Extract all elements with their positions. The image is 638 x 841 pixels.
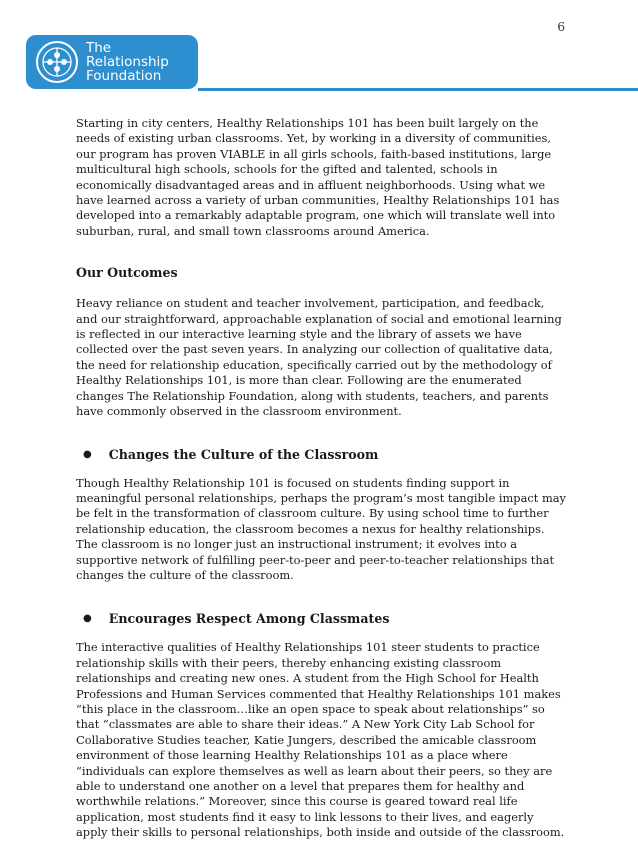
intro-paragraph: Starting in city centers, Healthy Relationships 101 has been built largely on the needs of existing urban classrooms. Yet, by working in a diversity of communities, our program has proven VIABLE in all girls schools, faith-based institutions, large multicultural high schools, schools for the gifted and talented, schools in economically disadvantaged areas and in affluent neighborhoods. Using what we have learned across a variety of urban communities, Healthy Relationships 101 has developed into a remarkably adaptable program, one which will translate well into suburban, rural, and small town classrooms around America. [76, 116, 560, 238]
logo-line-1: The [86, 40, 112, 56]
header-rule [198, 88, 638, 91]
logo-line-2: Relationship [86, 54, 169, 70]
page-number: 6 [557, 20, 565, 34]
foundation-logo [26, 35, 198, 89]
puzzle-globe-icon [34, 39, 80, 85]
culture-paragraph: Though Healthy Relationship 101 is focused on students finding support in meaningful personal relationships, perhaps the program’s most tangible impact may be felt in the transformation of classroom culture. By using school time to further relationship education, the classroom becomes a nexus for healthy relationships. The classroom is no longer just an instructional instrument; it evolves into a supportive network of fulfilling peer-to-peer and peer-to-teacher relationships that changes the culture of the classroom. [76, 475, 566, 582]
section-heading-culture: ● Changes the Culture of the Classroom [83, 446, 379, 462]
logo-line-3: Foundation [86, 68, 162, 84]
bullet-icon: ● [83, 448, 92, 460]
section-heading-respect: ● Encourages Respect Among Classmates [83, 611, 390, 627]
outcomes-heading: Our Outcomes [76, 265, 178, 281]
bullet-icon: ● [83, 613, 92, 625]
respect-paragraph: The interactive qualities of Healthy Relationships 101 steer students to practice relationship skills with their peers, thereby enhancing existing classroom relationships and creating new ones. A student from the High School for Health Professions and Human Services commented that Healthy Relationships 101 makes “this place in the classroom…like an open space to speak about relationships” so that “classmates are able to share their ideas.” A New York City Lab School for Collaborative Studies teacher, Katie Jungers, described the amicable classroom environment of those learning Healthy Relationships 101 as a place where “individuals can explore themselves as well as learn about their peers, so they are able to understand one another on a level that prepares them for healthy and worthwhile relations.” Moreover, since this course is geared toward real life application, most students find it easy to link lessons to their lives, and eagerly apply their skills to personal relationships, both inside and outside of the classroom. [76, 640, 565, 840]
outcomes-paragraph: Heavy reliance on student and teacher involvement, participation, and feedback, and our straightforward, approachable explanation of social and emotional learning is reflected in our interactive learning style and the library of assets we have collected over the past seven years. In analyzing our collection of qualitative data, the need for relationship education, specifically carried out by the methodology of Healthy Relationships 101, is more than clear. Following are the enumerated changes The Relationship Foundation, along with students, teachers, and parents have commonly observed in the classroom environment. [76, 296, 562, 419]
document-body [76, 116, 566, 841]
